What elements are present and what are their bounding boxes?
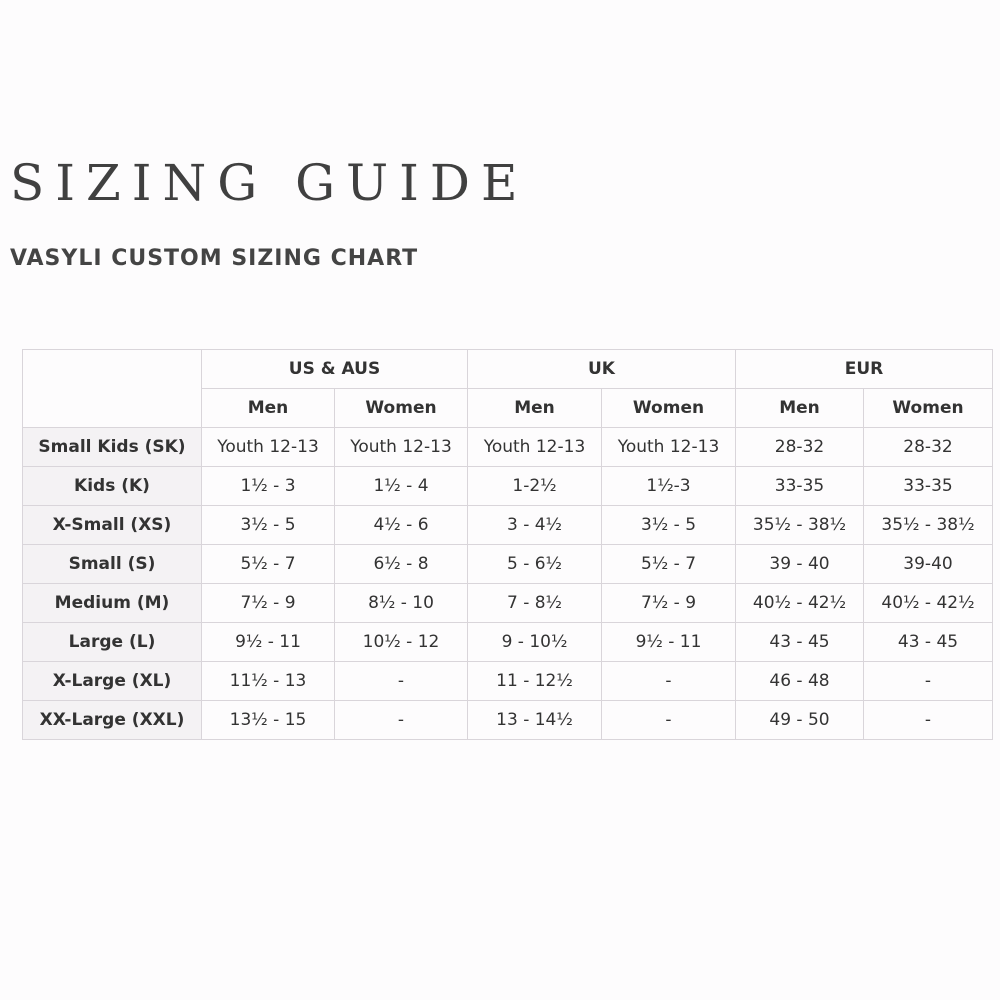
table-cell: -: [602, 701, 736, 740]
subheader-us-women: Women: [335, 389, 468, 428]
table-cell: Youth 12-13: [335, 428, 468, 467]
table-cell: 28-32: [736, 428, 864, 467]
table-cell: 28-32: [864, 428, 993, 467]
table-cell: 39 - 40: [736, 545, 864, 584]
table-cell: 9½ - 11: [202, 623, 335, 662]
table-row: [23, 428, 993, 467]
table-row: [23, 467, 993, 506]
table-cell: 39-40: [864, 545, 993, 584]
table-cell: 5½ - 7: [202, 545, 335, 584]
table-cell: 4½ - 6: [335, 506, 468, 545]
table-corner: [23, 350, 202, 428]
table-cell: 7 - 8½: [468, 584, 602, 623]
table-cell: 11 - 12½: [468, 662, 602, 701]
table-cell: 1-2½: [468, 467, 602, 506]
table-cell: 10½ - 12: [335, 623, 468, 662]
row-label: X-Large (XL): [23, 662, 202, 701]
group-header-row: [23, 350, 993, 389]
row-label: Small Kids (SK): [23, 428, 202, 467]
table-cell: Youth 12-13: [202, 428, 335, 467]
group-header-us-aus: US & AUS: [202, 350, 468, 389]
table-cell: -: [864, 701, 993, 740]
page-subtitle: VASYLI CUSTOM SIZING CHART: [10, 246, 419, 271]
subheader-uk-women: Women: [602, 389, 736, 428]
subheader-eur-men: Men: [736, 389, 864, 428]
row-label: Large (L): [23, 623, 202, 662]
subheader-us-men: Men: [202, 389, 335, 428]
table-cell: 1½ - 3: [202, 467, 335, 506]
table-cell: 7½ - 9: [602, 584, 736, 623]
table-cell: 5 - 6½: [468, 545, 602, 584]
table-body: [23, 428, 993, 740]
table-cell: 33-35: [736, 467, 864, 506]
group-header-uk: UK: [468, 350, 736, 389]
table-cell: 40½ - 42½: [864, 584, 993, 623]
table-cell: 7½ - 9: [202, 584, 335, 623]
table-cell: 6½ - 8: [335, 545, 468, 584]
row-label: Kids (K): [23, 467, 202, 506]
table-cell: 43 - 45: [864, 623, 993, 662]
table-row: [23, 545, 993, 584]
table-cell: -: [864, 662, 993, 701]
table-cell: 9 - 10½: [468, 623, 602, 662]
table-row: [23, 662, 993, 701]
table-cell: 1½ - 4: [335, 467, 468, 506]
subheader-eur-women: Women: [864, 389, 993, 428]
subheader-uk-men: Men: [468, 389, 602, 428]
table-cell: 3½ - 5: [602, 506, 736, 545]
table-row: [23, 623, 993, 662]
table-row: [23, 701, 993, 740]
table-cell: 1½-3: [602, 467, 736, 506]
table-cell: 40½ - 42½: [736, 584, 864, 623]
table-cell: 46 - 48: [736, 662, 864, 701]
table-cell: 9½ - 11: [602, 623, 736, 662]
table-cell: 3 - 4½: [468, 506, 602, 545]
table-row: [23, 584, 993, 623]
table-cell: 8½ - 10: [335, 584, 468, 623]
table-cell: 5½ - 7: [602, 545, 736, 584]
table-cell: 11½ - 13: [202, 662, 335, 701]
row-label: XX-Large (XXL): [23, 701, 202, 740]
table-cell: -: [335, 701, 468, 740]
table-cell: -: [335, 662, 468, 701]
table-cell: 49 - 50: [736, 701, 864, 740]
page-title: SIZING GUIDE: [10, 154, 529, 212]
table-cell: Youth 12-13: [468, 428, 602, 467]
table-cell: Youth 12-13: [602, 428, 736, 467]
row-label: Medium (M): [23, 584, 202, 623]
sizing-table: [22, 349, 993, 740]
table-cell: 3½ - 5: [202, 506, 335, 545]
table-cell: -: [602, 662, 736, 701]
table-cell: 35½ - 38½: [736, 506, 864, 545]
table-cell: 43 - 45: [736, 623, 864, 662]
table-cell: 33-35: [864, 467, 993, 506]
table-cell: 13 - 14½: [468, 701, 602, 740]
row-label: Small (S): [23, 545, 202, 584]
table-cell: 35½ - 38½: [864, 506, 993, 545]
group-header-eur: EUR: [736, 350, 993, 389]
row-label: X-Small (XS): [23, 506, 202, 545]
table-cell: 13½ - 15: [202, 701, 335, 740]
table-row: [23, 506, 993, 545]
